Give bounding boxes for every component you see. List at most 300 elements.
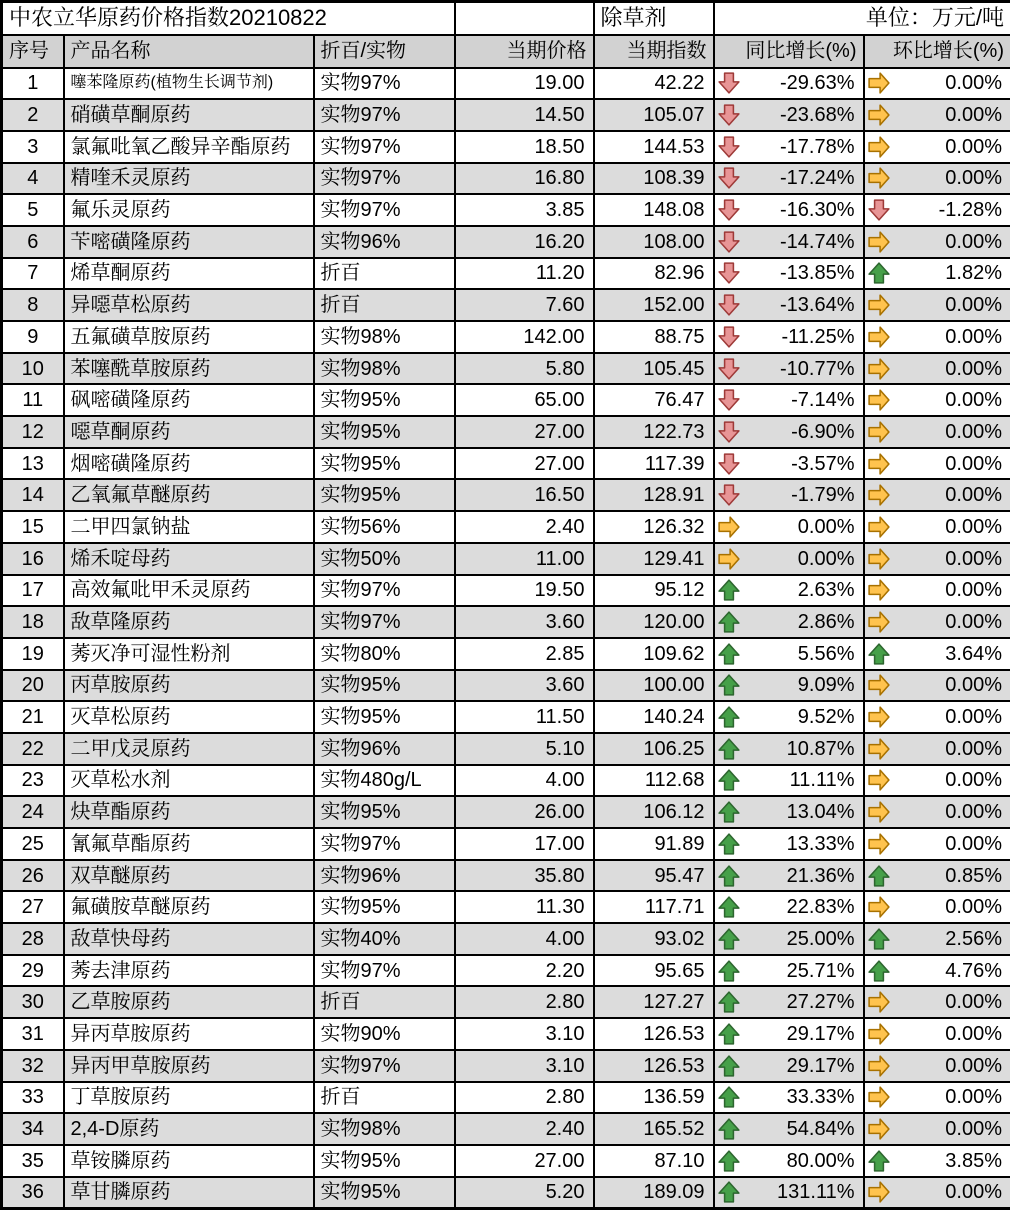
mom-value: 0.00%: [945, 484, 1002, 507]
yoy-cell: [714, 860, 864, 892]
current-price: 3.60: [455, 606, 594, 638]
product-name: 苄嘧磺隆原药: [64, 226, 314, 258]
mom-cell: [864, 511, 1010, 543]
yoy-value: -1.79%: [791, 484, 855, 507]
up-arrow-icon: [718, 960, 740, 982]
table-row: [2, 1113, 1010, 1145]
mom-value: 0.00%: [945, 230, 1002, 253]
product-name: 高效氟吡甲禾灵原药: [64, 575, 314, 607]
mom-cell: [864, 68, 1010, 100]
up-arrow-icon: [718, 769, 740, 791]
mom-cell: [864, 860, 1010, 892]
row-index: 9: [2, 321, 64, 353]
table-row: [2, 1018, 1010, 1050]
current-index: 189.09: [594, 1177, 714, 1209]
yoy-value: 54.84%: [786, 1118, 855, 1141]
current-price: 5.80: [455, 353, 594, 385]
row-index: 7: [2, 258, 64, 290]
up-arrow-icon: [868, 262, 890, 284]
mom-value: 1.82%: [945, 262, 1002, 285]
yoy-cell: [714, 765, 864, 797]
mom-value: 0.00%: [945, 1086, 1002, 1109]
purity-spec: 实物97%: [314, 194, 455, 226]
unit-label: 单位：万元/吨: [714, 2, 1010, 35]
yoy-cell: [714, 321, 864, 353]
mom-cell: [864, 194, 1010, 226]
current-price: 2.85: [455, 638, 594, 670]
yoy-cell: [714, 701, 864, 733]
purity-spec: 折百: [314, 289, 455, 321]
current-price: 26.00: [455, 796, 594, 828]
row-index: 21: [2, 701, 64, 733]
mom-cell: [864, 575, 1010, 607]
category-label: 除草剂: [594, 2, 714, 35]
column-header-row: [2, 35, 1010, 68]
yoy-value: -14.74%: [780, 230, 855, 253]
mom-value: 0.00%: [945, 579, 1002, 602]
mom-cell: [864, 1018, 1010, 1050]
yoy-value: 9.09%: [797, 674, 855, 697]
up-arrow-icon: [868, 1150, 890, 1172]
current-index: 88.75: [594, 321, 714, 353]
mom-value: 0.00%: [945, 357, 1002, 380]
current-index: 122.73: [594, 416, 714, 448]
current-price: 11.30: [455, 891, 594, 923]
mom-value: 0.00%: [945, 611, 1002, 634]
up-arrow-icon: [718, 706, 740, 728]
mom-cell: [864, 828, 1010, 860]
current-index: 117.71: [594, 891, 714, 923]
current-index: 76.47: [594, 384, 714, 416]
mom-value: 0.00%: [945, 547, 1002, 570]
product-name: 烟嘧磺隆原药: [64, 448, 314, 480]
current-index: 112.68: [594, 765, 714, 797]
table-row: [2, 194, 1010, 226]
table-row: [2, 289, 1010, 321]
table-row: [2, 131, 1010, 163]
row-index: 15: [2, 511, 64, 543]
down-arrow-icon: [718, 167, 740, 189]
row-index: 13: [2, 448, 64, 480]
mom-value: 0.00%: [945, 420, 1002, 443]
product-name: 灭草松原药: [64, 701, 314, 733]
current-price: 2.20: [455, 955, 594, 987]
purity-spec: 实物97%: [314, 68, 455, 100]
yoy-value: 80.00%: [786, 1149, 855, 1172]
row-index: 28: [2, 923, 64, 955]
yoy-cell: [714, 670, 864, 702]
current-price: 3.85: [455, 194, 594, 226]
purity-spec: 实物50%: [314, 543, 455, 575]
current-index: 100.00: [594, 670, 714, 702]
table-row: [2, 384, 1010, 416]
down-arrow-icon: [718, 72, 740, 94]
flat-arrow-icon: [868, 389, 890, 411]
current-index: 109.62: [594, 638, 714, 670]
current-index: 105.45: [594, 353, 714, 385]
current-price: 5.20: [455, 1177, 594, 1209]
current-index: 128.91: [594, 479, 714, 511]
current-price: 3.10: [455, 1018, 594, 1050]
purity-spec: 实物480g/L: [314, 765, 455, 797]
up-arrow-icon: [718, 1055, 740, 1077]
product-name: 硝磺草酮原药: [64, 99, 314, 131]
product-name: 二甲四氯钠盐: [64, 511, 314, 543]
product-name: 双草醚原药: [64, 860, 314, 892]
current-price: 5.10: [455, 733, 594, 765]
table-row: [2, 511, 1010, 543]
purity-spec: 实物95%: [314, 701, 455, 733]
table-row: [2, 701, 1010, 733]
product-name: 五氟磺草胺原药: [64, 321, 314, 353]
yoy-value: -29.63%: [780, 72, 855, 95]
yoy-value: -17.78%: [780, 135, 855, 158]
purity-spec: 折百: [314, 258, 455, 290]
mom-cell: [864, 1145, 1010, 1177]
row-index: 32: [2, 1050, 64, 1082]
row-index: 14: [2, 479, 64, 511]
row-index: 18: [2, 606, 64, 638]
mom-value: 0.00%: [945, 325, 1002, 348]
table-row: [2, 226, 1010, 258]
up-arrow-icon: [718, 801, 740, 823]
yoy-value: 29.17%: [786, 1022, 855, 1045]
purity-spec: 实物90%: [314, 1018, 455, 1050]
row-index: 35: [2, 1145, 64, 1177]
yoy-value: 25.71%: [786, 959, 855, 982]
table-row: [2, 733, 1010, 765]
current-price: 11.50: [455, 701, 594, 733]
product-name: 烯草酮原药: [64, 258, 314, 290]
mom-cell: [864, 543, 1010, 575]
yoy-cell: [714, 353, 864, 385]
current-price: 27.00: [455, 1145, 594, 1177]
flat-arrow-icon: [868, 896, 890, 918]
current-index: 95.47: [594, 860, 714, 892]
yoy-value: 0.00%: [797, 515, 855, 538]
mom-value: 0.00%: [945, 674, 1002, 697]
title-empty-cell: [455, 2, 594, 35]
flat-arrow-icon: [718, 516, 740, 538]
up-arrow-icon: [868, 643, 890, 665]
table-row: [2, 606, 1010, 638]
table-row: [2, 448, 1010, 480]
flat-arrow-icon: [868, 484, 890, 506]
current-index: 106.25: [594, 733, 714, 765]
row-index: 31: [2, 1018, 64, 1050]
product-name: 砜嘧磺隆原药: [64, 384, 314, 416]
flat-arrow-icon: [868, 833, 890, 855]
up-arrow-icon: [868, 865, 890, 887]
product-name: 丙草胺原药: [64, 670, 314, 702]
yoy-value: 9.52%: [797, 706, 855, 729]
row-index: 20: [2, 670, 64, 702]
down-arrow-icon: [718, 358, 740, 380]
current-price: 4.00: [455, 923, 594, 955]
flat-arrow-icon: [868, 516, 890, 538]
row-index: 5: [2, 194, 64, 226]
product-name: 精喹禾灵原药: [64, 163, 314, 195]
yoy-cell: [714, 828, 864, 860]
yoy-value: -3.57%: [791, 452, 855, 475]
mom-cell: [864, 416, 1010, 448]
yoy-value: 13.04%: [786, 801, 855, 824]
product-name: 二甲戊灵原药: [64, 733, 314, 765]
current-price: 2.80: [455, 986, 594, 1018]
current-price: 19.00: [455, 68, 594, 100]
product-name: 敌草快母药: [64, 923, 314, 955]
product-name: 氰氟草酯原药: [64, 828, 314, 860]
up-arrow-icon: [718, 738, 740, 760]
flat-arrow-icon: [868, 706, 890, 728]
current-index: 95.65: [594, 955, 714, 987]
yoy-value: 29.17%: [786, 1054, 855, 1077]
current-index: 108.39: [594, 163, 714, 195]
yoy-cell: [714, 416, 864, 448]
yoy-value: -10.77%: [780, 357, 855, 380]
table-body: [2, 68, 1010, 1209]
yoy-cell: [714, 163, 864, 195]
table-row: [2, 353, 1010, 385]
yoy-cell: [714, 1050, 864, 1082]
up-arrow-icon: [718, 579, 740, 601]
yoy-cell: [714, 131, 864, 163]
product-name: 异噁草松原药: [64, 289, 314, 321]
mom-value: 0.00%: [945, 167, 1002, 190]
mom-cell: [864, 891, 1010, 923]
yoy-value: -17.24%: [780, 167, 855, 190]
flat-arrow-icon: [868, 294, 890, 316]
current-index: 165.52: [594, 1113, 714, 1145]
down-arrow-icon: [718, 199, 740, 221]
product-name: 异丙草胺原药: [64, 1018, 314, 1050]
product-name: 乙草胺原药: [64, 986, 314, 1018]
yoy-cell: [714, 1018, 864, 1050]
row-index: 4: [2, 163, 64, 195]
mom-value: 0.00%: [945, 1118, 1002, 1141]
up-arrow-icon: [868, 960, 890, 982]
current-price: 27.00: [455, 416, 594, 448]
product-name: 烯禾啶母药: [64, 543, 314, 575]
mom-cell: [864, 384, 1010, 416]
mom-value: 0.85%: [945, 864, 1002, 887]
current-price: 19.50: [455, 575, 594, 607]
yoy-cell: [714, 99, 864, 131]
yoy-value: 27.27%: [786, 991, 855, 1014]
product-name: 草铵膦原药: [64, 1145, 314, 1177]
current-index: 117.39: [594, 448, 714, 480]
purity-spec: 实物98%: [314, 321, 455, 353]
mom-cell: [864, 765, 1010, 797]
up-arrow-icon: [718, 928, 740, 950]
current-price: 11.20: [455, 258, 594, 290]
yoy-cell: [714, 923, 864, 955]
product-name: 氟乐灵原药: [64, 194, 314, 226]
up-arrow-icon: [718, 1150, 740, 1172]
yoy-value: 22.83%: [786, 896, 855, 919]
flat-arrow-icon: [868, 358, 890, 380]
yoy-cell: [714, 1113, 864, 1145]
mom-value: 0.00%: [945, 72, 1002, 95]
current-index: 105.07: [594, 99, 714, 131]
purity-spec: 实物95%: [314, 891, 455, 923]
yoy-value: 21.36%: [786, 864, 855, 887]
mom-cell: [864, 606, 1010, 638]
col-header-price: 当期价格: [455, 35, 594, 68]
down-arrow-icon: [718, 421, 740, 443]
flat-arrow-icon: [868, 611, 890, 633]
flat-arrow-icon: [868, 1181, 890, 1203]
row-index: 30: [2, 986, 64, 1018]
yoy-value: 0.00%: [797, 547, 855, 570]
up-arrow-icon: [868, 928, 890, 950]
product-name: 氟磺胺草醚原药: [64, 891, 314, 923]
mom-value: -1.28%: [938, 199, 1002, 222]
mom-cell: [864, 321, 1010, 353]
mom-value: 0.00%: [945, 389, 1002, 412]
up-arrow-icon: [718, 1023, 740, 1045]
purity-spec: 实物97%: [314, 828, 455, 860]
row-index: 1: [2, 68, 64, 100]
mom-cell: [864, 226, 1010, 258]
page-title: 中农立华原药价格指数20210822: [2, 2, 455, 35]
up-arrow-icon: [718, 896, 740, 918]
yoy-value: -6.90%: [791, 420, 855, 443]
mom-value: 0.00%: [945, 1054, 1002, 1077]
purity-spec: 实物97%: [314, 131, 455, 163]
mom-cell: [864, 923, 1010, 955]
current-index: 91.89: [594, 828, 714, 860]
down-arrow-icon: [718, 326, 740, 348]
yoy-cell: [714, 448, 864, 480]
table-row: [2, 828, 1010, 860]
mom-cell: [864, 289, 1010, 321]
mom-value: 0.00%: [945, 991, 1002, 1014]
yoy-value: -13.64%: [780, 294, 855, 317]
down-arrow-icon: [718, 484, 740, 506]
yoy-value: 5.56%: [797, 642, 855, 665]
table-row: [2, 638, 1010, 670]
purity-spec: 折百: [314, 1082, 455, 1114]
yoy-cell: [714, 575, 864, 607]
mom-cell: [864, 1113, 1010, 1145]
current-index: 148.08: [594, 194, 714, 226]
product-name: 敌草隆原药: [64, 606, 314, 638]
yoy-cell: [714, 796, 864, 828]
flat-arrow-icon: [868, 421, 890, 443]
current-index: 106.12: [594, 796, 714, 828]
mom-cell: [864, 1177, 1010, 1209]
table-row: [2, 796, 1010, 828]
table-row: [2, 986, 1010, 1018]
flat-arrow-icon: [868, 231, 890, 253]
current-price: 7.60: [455, 289, 594, 321]
product-name: 草甘膦原药: [64, 1177, 314, 1209]
table-row: [2, 955, 1010, 987]
flat-arrow-icon: [718, 548, 740, 570]
current-index: 120.00: [594, 606, 714, 638]
current-price: 2.40: [455, 1113, 594, 1145]
mom-cell: [864, 353, 1010, 385]
purity-spec: 实物97%: [314, 99, 455, 131]
col-header-mom: 环比增长(%): [864, 35, 1010, 68]
current-index: 126.32: [594, 511, 714, 543]
mom-value: 0.00%: [945, 896, 1002, 919]
up-arrow-icon: [718, 1086, 740, 1108]
yoy-cell: [714, 543, 864, 575]
col-header-no: 序号: [2, 35, 64, 68]
current-price: 11.00: [455, 543, 594, 575]
down-arrow-icon: [718, 136, 740, 158]
down-arrow-icon: [718, 104, 740, 126]
up-arrow-icon: [718, 833, 740, 855]
row-index: 3: [2, 131, 64, 163]
mom-cell: [864, 955, 1010, 987]
purity-spec: 实物40%: [314, 923, 455, 955]
row-index: 29: [2, 955, 64, 987]
table-row: [2, 258, 1010, 290]
up-arrow-icon: [718, 611, 740, 633]
yoy-cell: [714, 68, 864, 100]
product-name: 炔草酯原药: [64, 796, 314, 828]
purity-spec: 实物98%: [314, 1113, 455, 1145]
yoy-cell: [714, 289, 864, 321]
row-index: 26: [2, 860, 64, 892]
current-price: 2.80: [455, 1082, 594, 1114]
yoy-value: -23.68%: [780, 104, 855, 127]
flat-arrow-icon: [868, 1023, 890, 1045]
purity-spec: 实物98%: [314, 353, 455, 385]
yoy-cell: [714, 479, 864, 511]
purity-spec: 实物96%: [314, 860, 455, 892]
table-row: [2, 923, 1010, 955]
current-price: 27.00: [455, 448, 594, 480]
mom-cell: [864, 796, 1010, 828]
table-row: [2, 1177, 1010, 1209]
mom-value: 0.00%: [945, 104, 1002, 127]
purity-spec: 实物96%: [314, 226, 455, 258]
current-price: 35.80: [455, 860, 594, 892]
table-row: [2, 1050, 1010, 1082]
row-index: 25: [2, 828, 64, 860]
current-price: 3.10: [455, 1050, 594, 1082]
mom-value: 3.85%: [945, 1149, 1002, 1172]
table-row: [2, 99, 1010, 131]
current-index: 127.27: [594, 986, 714, 1018]
yoy-value: 2.63%: [797, 579, 855, 602]
row-index: 22: [2, 733, 64, 765]
row-index: 6: [2, 226, 64, 258]
purity-spec: 实物80%: [314, 638, 455, 670]
flat-arrow-icon: [868, 167, 890, 189]
flat-arrow-icon: [868, 738, 890, 760]
purity-spec: 实物95%: [314, 448, 455, 480]
current-price: 17.00: [455, 828, 594, 860]
product-name: 噻苯隆原药(植物生长调节剂): [64, 68, 314, 100]
current-price: 4.00: [455, 765, 594, 797]
mom-value: 0.00%: [945, 515, 1002, 538]
current-index: 140.24: [594, 701, 714, 733]
mom-cell: [864, 99, 1010, 131]
product-name: 氯氟吡氧乙酸异辛酯原药: [64, 131, 314, 163]
flat-arrow-icon: [868, 548, 890, 570]
up-arrow-icon: [718, 991, 740, 1013]
yoy-cell: [714, 638, 864, 670]
row-index: 36: [2, 1177, 64, 1209]
flat-arrow-icon: [868, 326, 890, 348]
row-index: 24: [2, 796, 64, 828]
current-price: 65.00: [455, 384, 594, 416]
